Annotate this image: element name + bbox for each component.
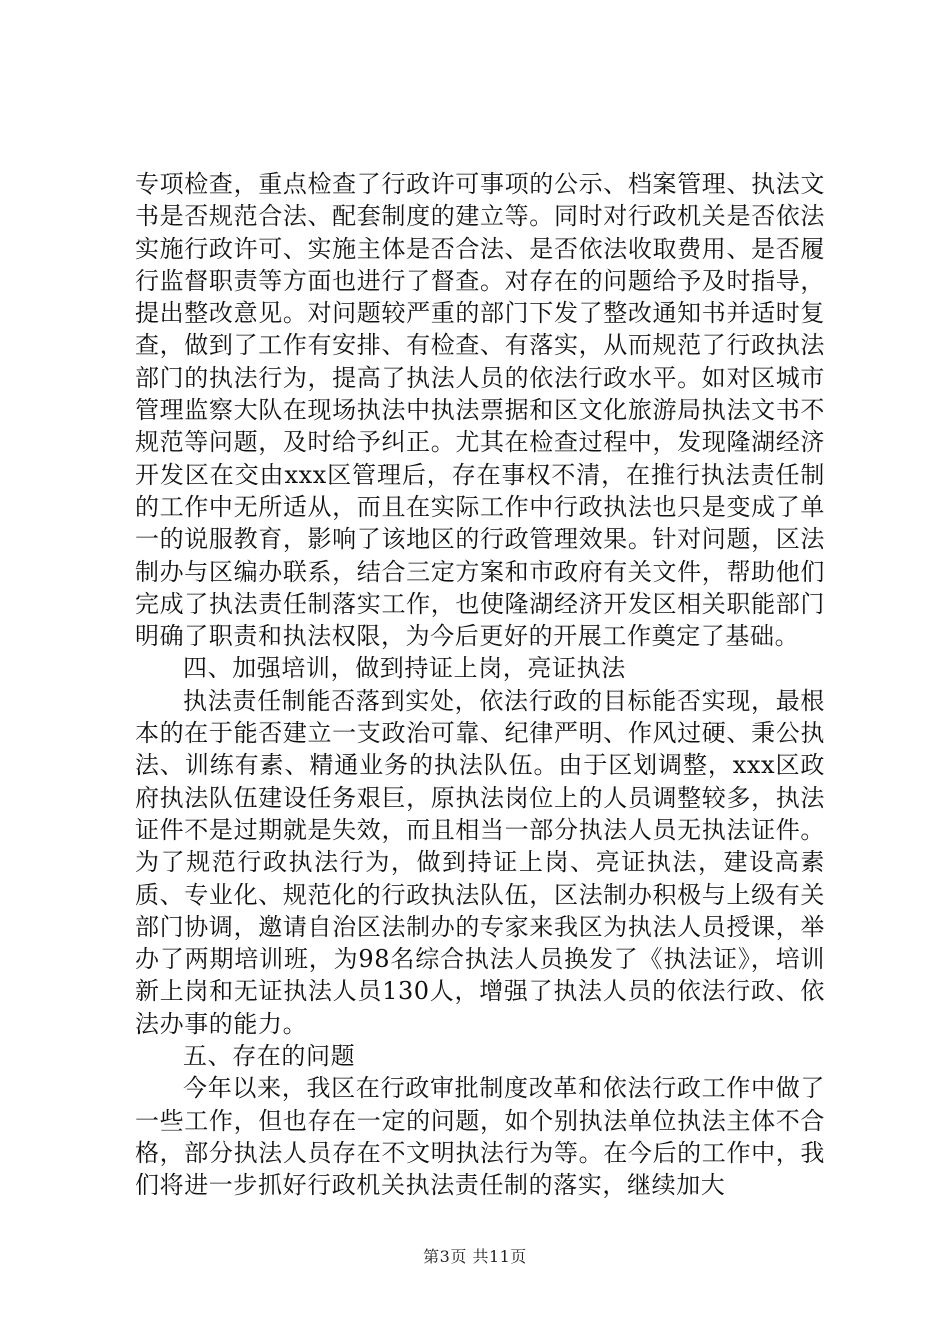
paragraph-continuation: 专项检查，重点检查了行政许可事项的公示、档案管理、执法文书是否规范合法、配套制度的建立等。同时对行政机关是否依法实施行政许可、实施主体是否合法、是否依法收取费用、是否履行监督职责等方面也进行了督查。对存在的问题给予及时指导，提出整改意见。对问题较严重的部门下发了整改通知书并适时复查，做到了工作有安排、有检查、有落实，从而规范了行政执法部门的执法行为，提高了执法人员的依法行政水平。如对区城市管理监察大队在现场执法中执法票据和区文化旅游局执法文书不规范等问题，及时给予纠正。尤其在检查过程中，发现隆湖经济开发区在交由xxx区管理后，存在事权不清，在推行执法责任制的工作中无所适从，而且在实际工作中行政执法也只是变成了单一的说服教育，影响了该地区的行政管理效果。针对问题，区法制办与区编办联系，结合三定方案和市政府有关文件，帮助他们完成了执法责任制落实工作，也使隆湖经济开发区相关职能部门明确了职责和执法权限，为今后更好的开展工作奠定了基础。 bbox=[135, 170, 825, 651]
paragraph-problems: 今年以来，我区在行政审批制度改革和依法行政工作中做了一些工作，但也存在一定的问题，如个别执法单位执法主体不合格，部分执法人员存在不文明执法行为等。在今后的工作中，我们将进一步抓好行政机关执法责任制的落实，继续加大 bbox=[135, 1074, 825, 1200]
document-body bbox=[135, 168, 825, 1202]
paragraph-training: 执法责任制能否落到实处，依法行政的目标能否实现，最根本的在于能否建立一支政治可靠、纪律严明、作风过硬、秉公执法、训练有素、精通业务的执法队伍。由于区划调整，xxx区政府执法队伍建设任务艰巨，原执法岗位上的人员调整较多，执法证件不是过期就是失效，而且相当一部分执法人员无执法证件。为了规范行政执法行为，做到持证上岗、亮证执法，建设高素质、专业化、规范化的行政执法队伍，区法制办积极与上级有关部门协调，邀请自治区法制办的专家来我区为执法人员授课，举办了两期培训班，为98名综合执法人员换发了《执法证》，培训新上岗和无证执法人员130人，增强了执法人员的依法行政、依法办事的能力。 bbox=[135, 686, 825, 1038]
section-heading-problems: 五、存在的问题 bbox=[183, 1042, 356, 1071]
page-number-footer: 第3页 共11页 bbox=[423, 1247, 527, 1266]
section-heading-training: 四、加强培训，做到持证上岗，亮证执法 bbox=[183, 654, 626, 683]
